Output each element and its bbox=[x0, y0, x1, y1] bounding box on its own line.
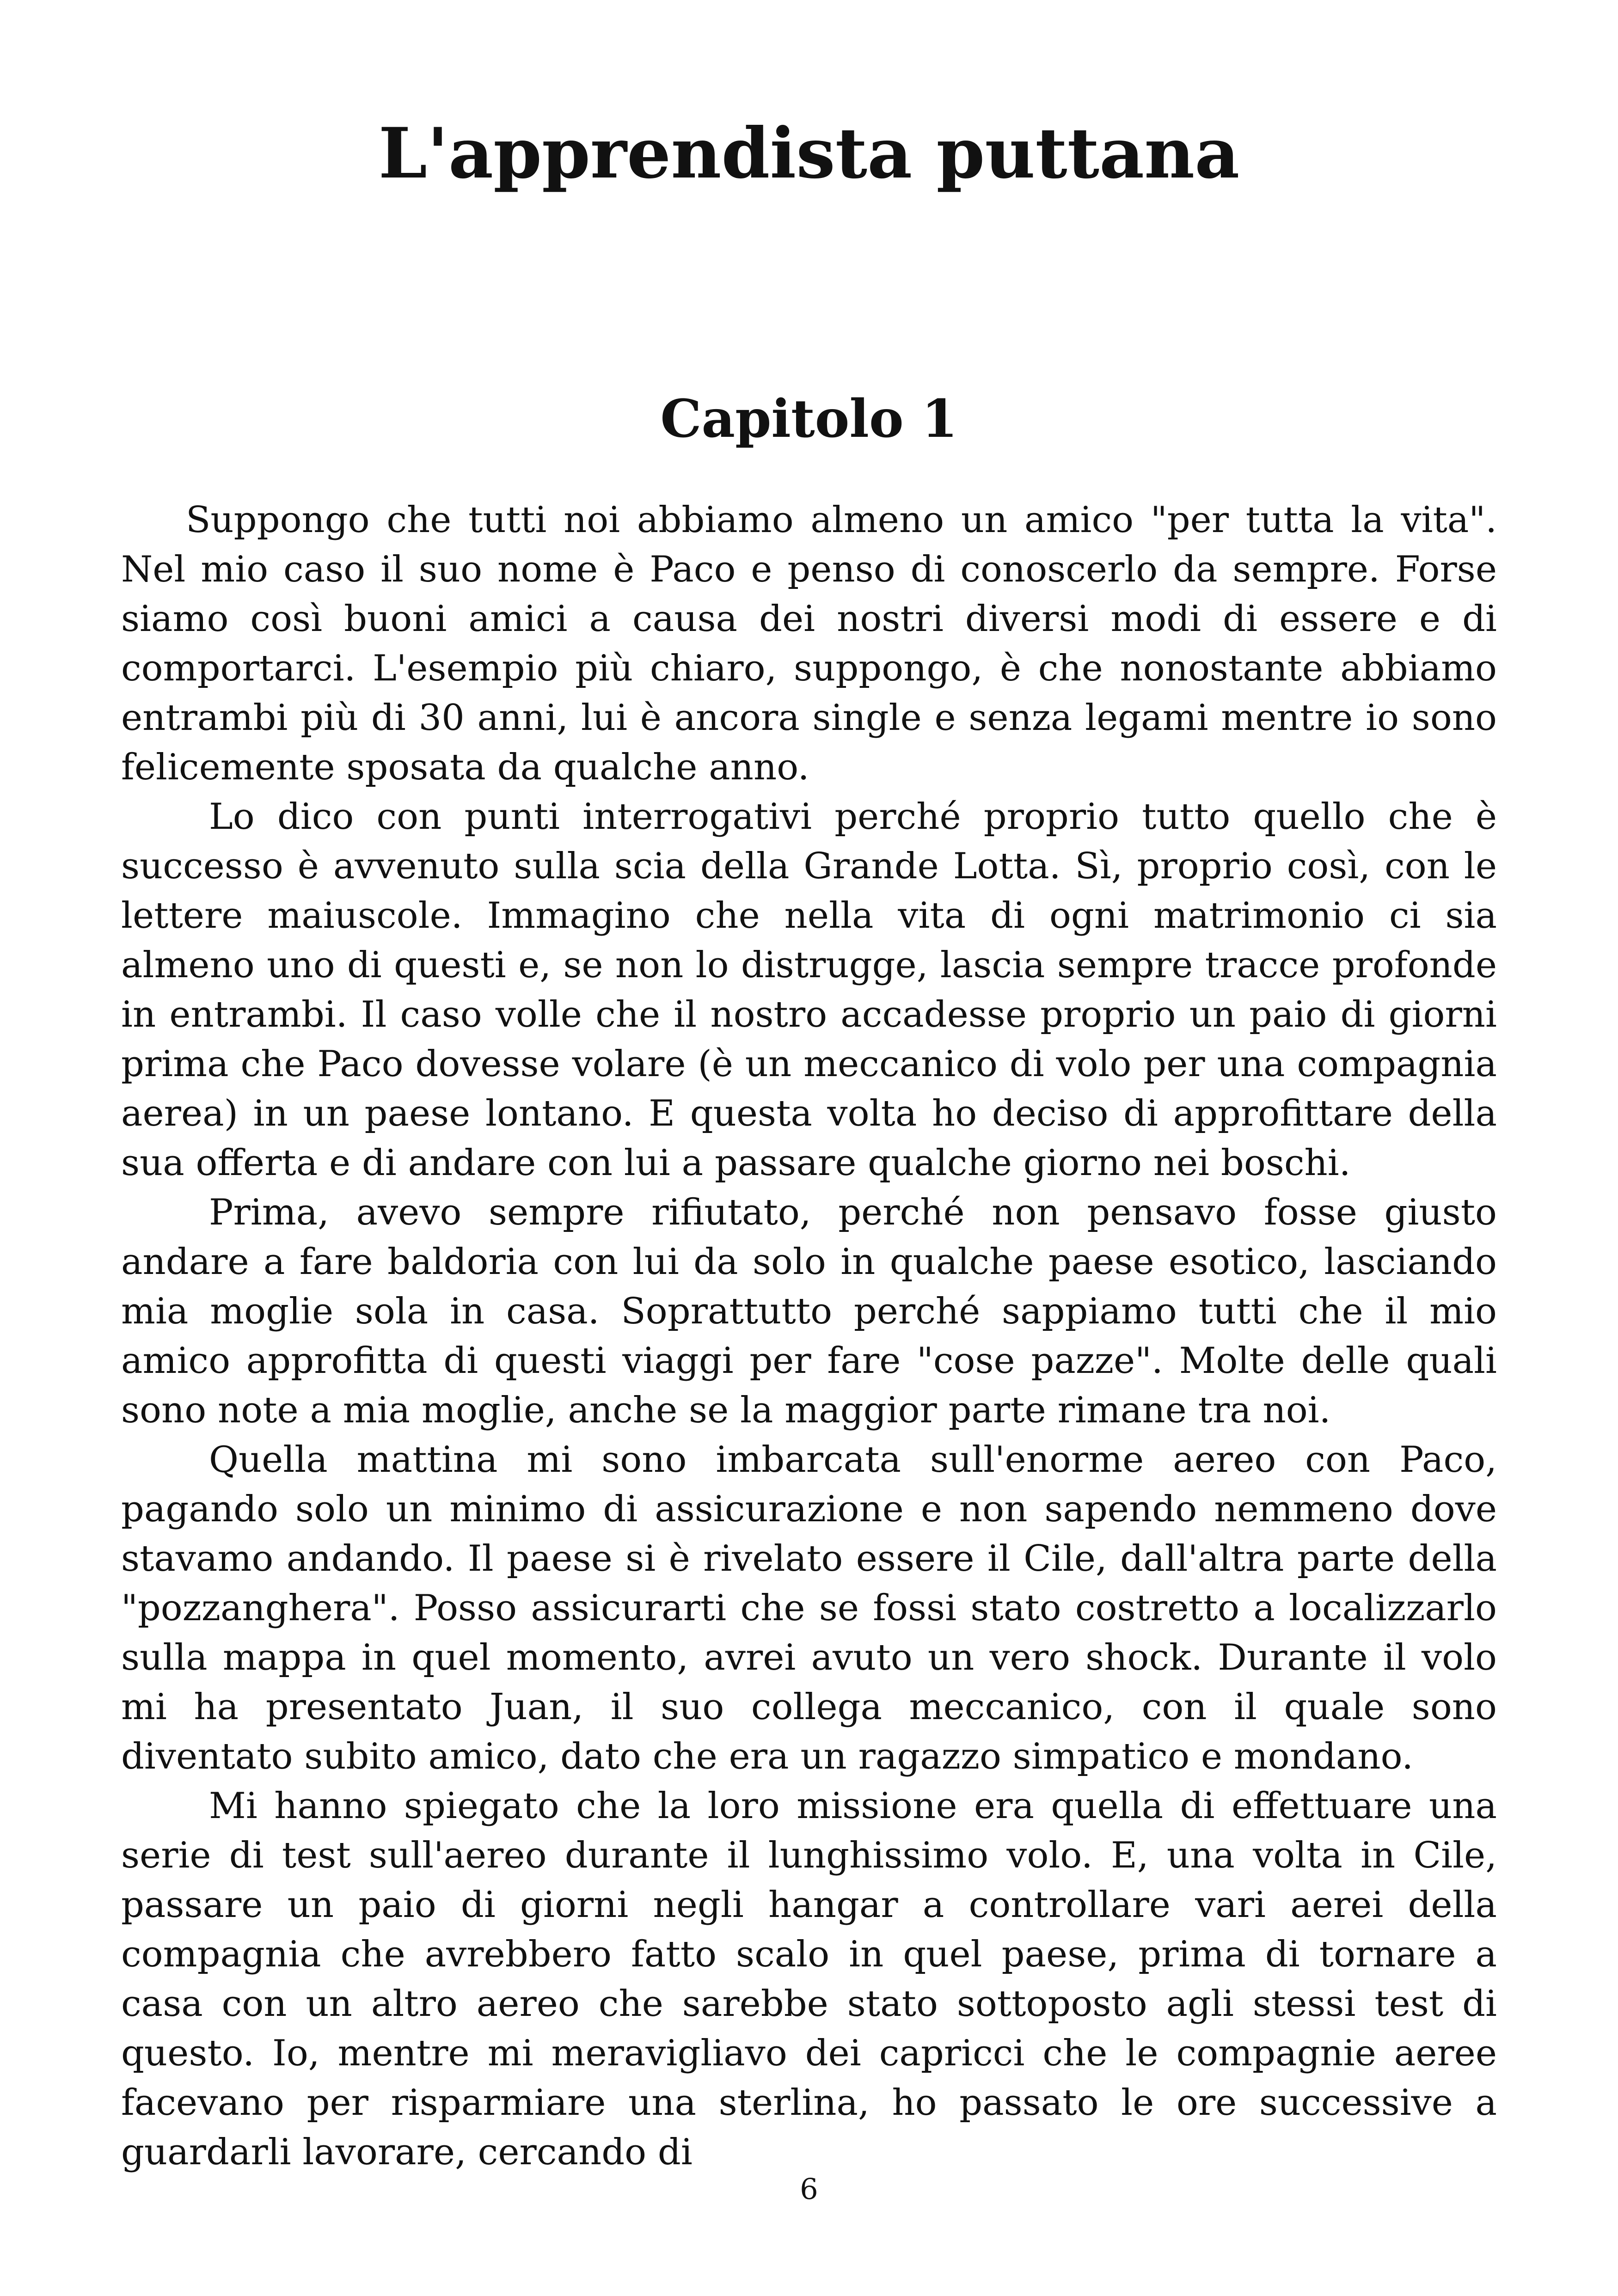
paragraph-2: Lo dico con punti interrogativi perché proprio tutto quello che è successo è avvenuto sulla scia della Grande Lotta. Sì, proprio così, con le lettere maiuscole. Immagino che nella vita di ogni matrimonio ci sia almeno uno di questi e, se non lo distrugge, lascia sempre tracce profonde in entrambi. Il caso volle che il nostro accadesse proprio un paio di giorni prima che Paco dovesse volare (è un meccanico di volo per una compagnia aerea) in un paese lontano. E questa volta ho deciso di approfittare della sua offerta e di andare con lui a passare qualche giorno nei boschi. bbox=[121, 796, 1497, 1184]
paragraph-4: Quella mattina mi sono imbarcata sull'enorme aereo con Paco, pagando solo un minimo di assicurazione e non sapendo nemmeno dove stavamo andando. Il paese si è rivelato essere il Cile, dall'altra parte della "pozzanghera". Posso assicurarti che se fossi stato costretto a localizzarlo sulla mappa in quel momento, avrei avuto un vero shock. Durante il volo mi ha presentato Juan, il suo collega meccanico, con il quale sono diventato subito amico, dato che era un ragazzo simpatico e mondano. bbox=[121, 1439, 1497, 1777]
page-number: 6 bbox=[800, 2172, 818, 2206]
chapter-title: Capitolo 1 bbox=[660, 389, 958, 449]
paragraph-1: Suppongo che tutti noi abbiamo almeno un amico "per tutta la vita". Nel mio caso il suo nome è Paco e penso di conoscerlo da sempre. Forse siamo così buoni amici a causa dei nostri diversi modi di essere e di comportarci. L'esempio più chiaro, suppongo, è che nonostante abbiamo entrambi più di 30 anni, lui è ancora single e senza legami mentre io sono felicemente sposata da qualche anno. bbox=[121, 499, 1497, 788]
paragraph-5: Mi hanno spiegato che la loro missione era quella di effettuare una serie di test sull'aereo durante il lunghissimo volo. E, una volta in Cile, passare un paio di giorni negli hangar a controllare vari aerei della compagnia che avrebbero fatto scalo in quel paese, prima di tornare a casa con un altro aereo che sarebbe stato sottoposto agli stessi test di questo. Io, mentre mi meravigliavo dei capricci che le compagnie aeree facevano per risparmiare una sterlina, ho passato le ore successive a guardarli lavorare, cercando di bbox=[121, 1785, 1497, 2173]
book-title: L'apprendista puttana bbox=[378, 113, 1240, 194]
chapter-body bbox=[121, 496, 1497, 2177]
paragraph-3: Prima, avevo sempre rifiutato, perché non pensavo fosse giusto andare a fare baldoria con lui da solo in qualche paese esotico, lasciando mia moglie sola in casa. Soprattutto perché sappiamo tutti che il mio amico approfitta di questi viaggi per fare "cose pazze". Molte delle quali sono note a mia moglie, anche se la maggior parte rimane tra noi. bbox=[121, 1192, 1497, 1431]
